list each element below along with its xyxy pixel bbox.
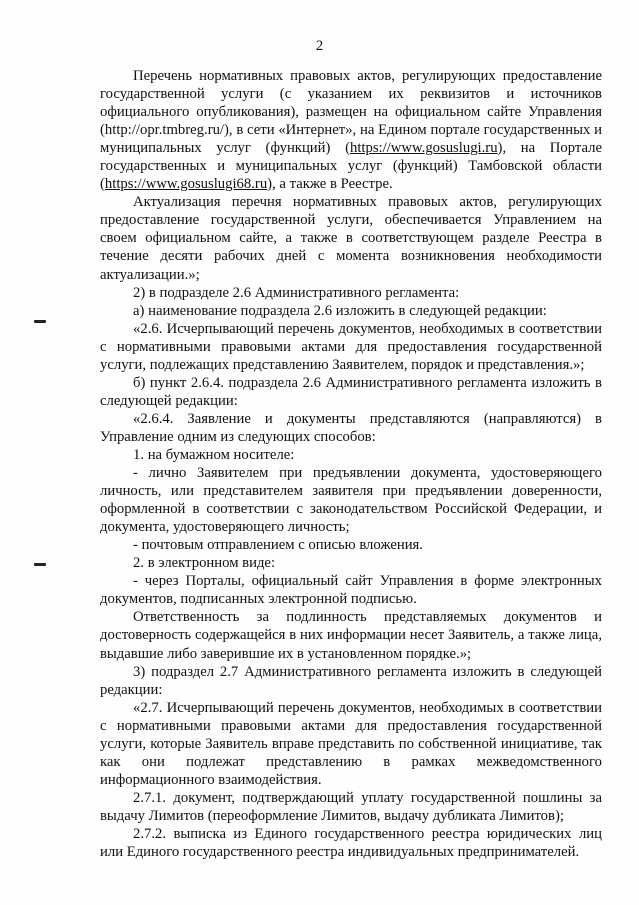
paragraph-2-7: «2.7. Исчерпывающий перечень документов, необходимых в соответствии с нормативными правовыми актами для предоставления государственной услуги, которые Заявитель вправе представить по собственной инициативе, так как они подлежат представлению в рамках межведомственного информационного взаимодействия. <box>100 699 602 788</box>
page-number: 2 <box>315 38 324 54</box>
paragraph-responsibility: Ответственность за подлинность представляемых документов и достоверность содержащейся в них информации несет Заявитель, а также лица, выдавшие либо заверившие их в установленном порядке.»; <box>100 609 602 662</box>
paragraph-2-7-2: 2.7.2. выписка из Единого государственного реестра юридических лиц или Единого государственного реестра индивидуальных предпринимателей. <box>100 825 602 861</box>
paragraph-actualization: Актуализация перечня нормативных правовых актов, регулирующих предоставление государственной услуги, обеспечивается Управлением на своем официальном сайте, а также в соответствующем разделе Реестра в течение десяти рабочих дней с момента возникновения необходимости актуализации.»; <box>100 194 602 283</box>
document-body <box>100 67 602 861</box>
paragraph-portals: - через Порталы, официальный сайт Управления в форме электронных документов, подписанных электронной подписью. <box>100 573 602 608</box>
paragraph-electronic: 2. в электронном виде: <box>133 555 276 572</box>
paragraph-2-6-4: «2.6.4. Заявление и документы представляются (направляются) в Управление одним из следующих способов: <box>100 410 602 445</box>
paragraph-item-2a: а) наименование подраздела 2.6 изложить в следующей редакции: <box>133 302 547 319</box>
gosuslugi-link[interactable]: https://www.gosuslugi.ru <box>349 140 498 157</box>
paragraph-2-6: «2.6. Исчерпывающий перечень документов, необходимых в соответствии с нормативными правовыми актами для предоставления государственной услуги, подлежащих представлению Заявителем, порядок и представления.»; <box>100 320 602 373</box>
paragraph-by-mail: - почтовым отправлением с описью вложения. <box>133 537 423 554</box>
paragraph-paper: 1. на бумажном носителе: <box>133 446 295 463</box>
gosuslugi68-link[interactable]: https://www.gosuslugi68.ru <box>104 176 268 193</box>
paragraph-item-2b: б) пункт 2.6.4. подраздела 2.6 Административного регламента изложить в следующей редакции: <box>100 374 602 409</box>
margin-mark <box>34 563 46 566</box>
paragraph-npa-list: Перечень нормативных правовых актов, регулирующих предоставление государственной услуги (с указанием их реквизитов и источников официального опубликования), размещен на официальном сайте Управления (http://opr.tmbreg.ru/), в сети «Интернет», на Едином портале государственных и муниципальных услуг (функций) (https://www.gosuslugi.ru), на Портале государственных и муниципальных услуг (функций) Тамбовской области (https://www.gosuslugi68.ru), а также в Реестре. <box>100 68 602 193</box>
paragraph-item-3: 3) подраздел 2.7 Административного регламента изложить в следующей редакции: <box>100 663 602 698</box>
paragraph-2-7-1: 2.7.1. документ, подтверждающий уплату государственной пошлины за выдачу Лимитов (переоформление Лимитов, выдачу дубликата Лимитов); <box>100 789 602 824</box>
margin-mark <box>34 320 46 323</box>
paragraph-in-person: - лично Заявителем при предъявлении документа, удостоверяющего личность, или представителем заявителя при предъявлении доверенности, оформленной в соответствии с законодательством Российской Федерации, и документа, удостоверяющего личность; <box>100 465 602 536</box>
paragraph-item-2: 2) в подразделе 2.6 Административного регламента: <box>133 284 460 301</box>
